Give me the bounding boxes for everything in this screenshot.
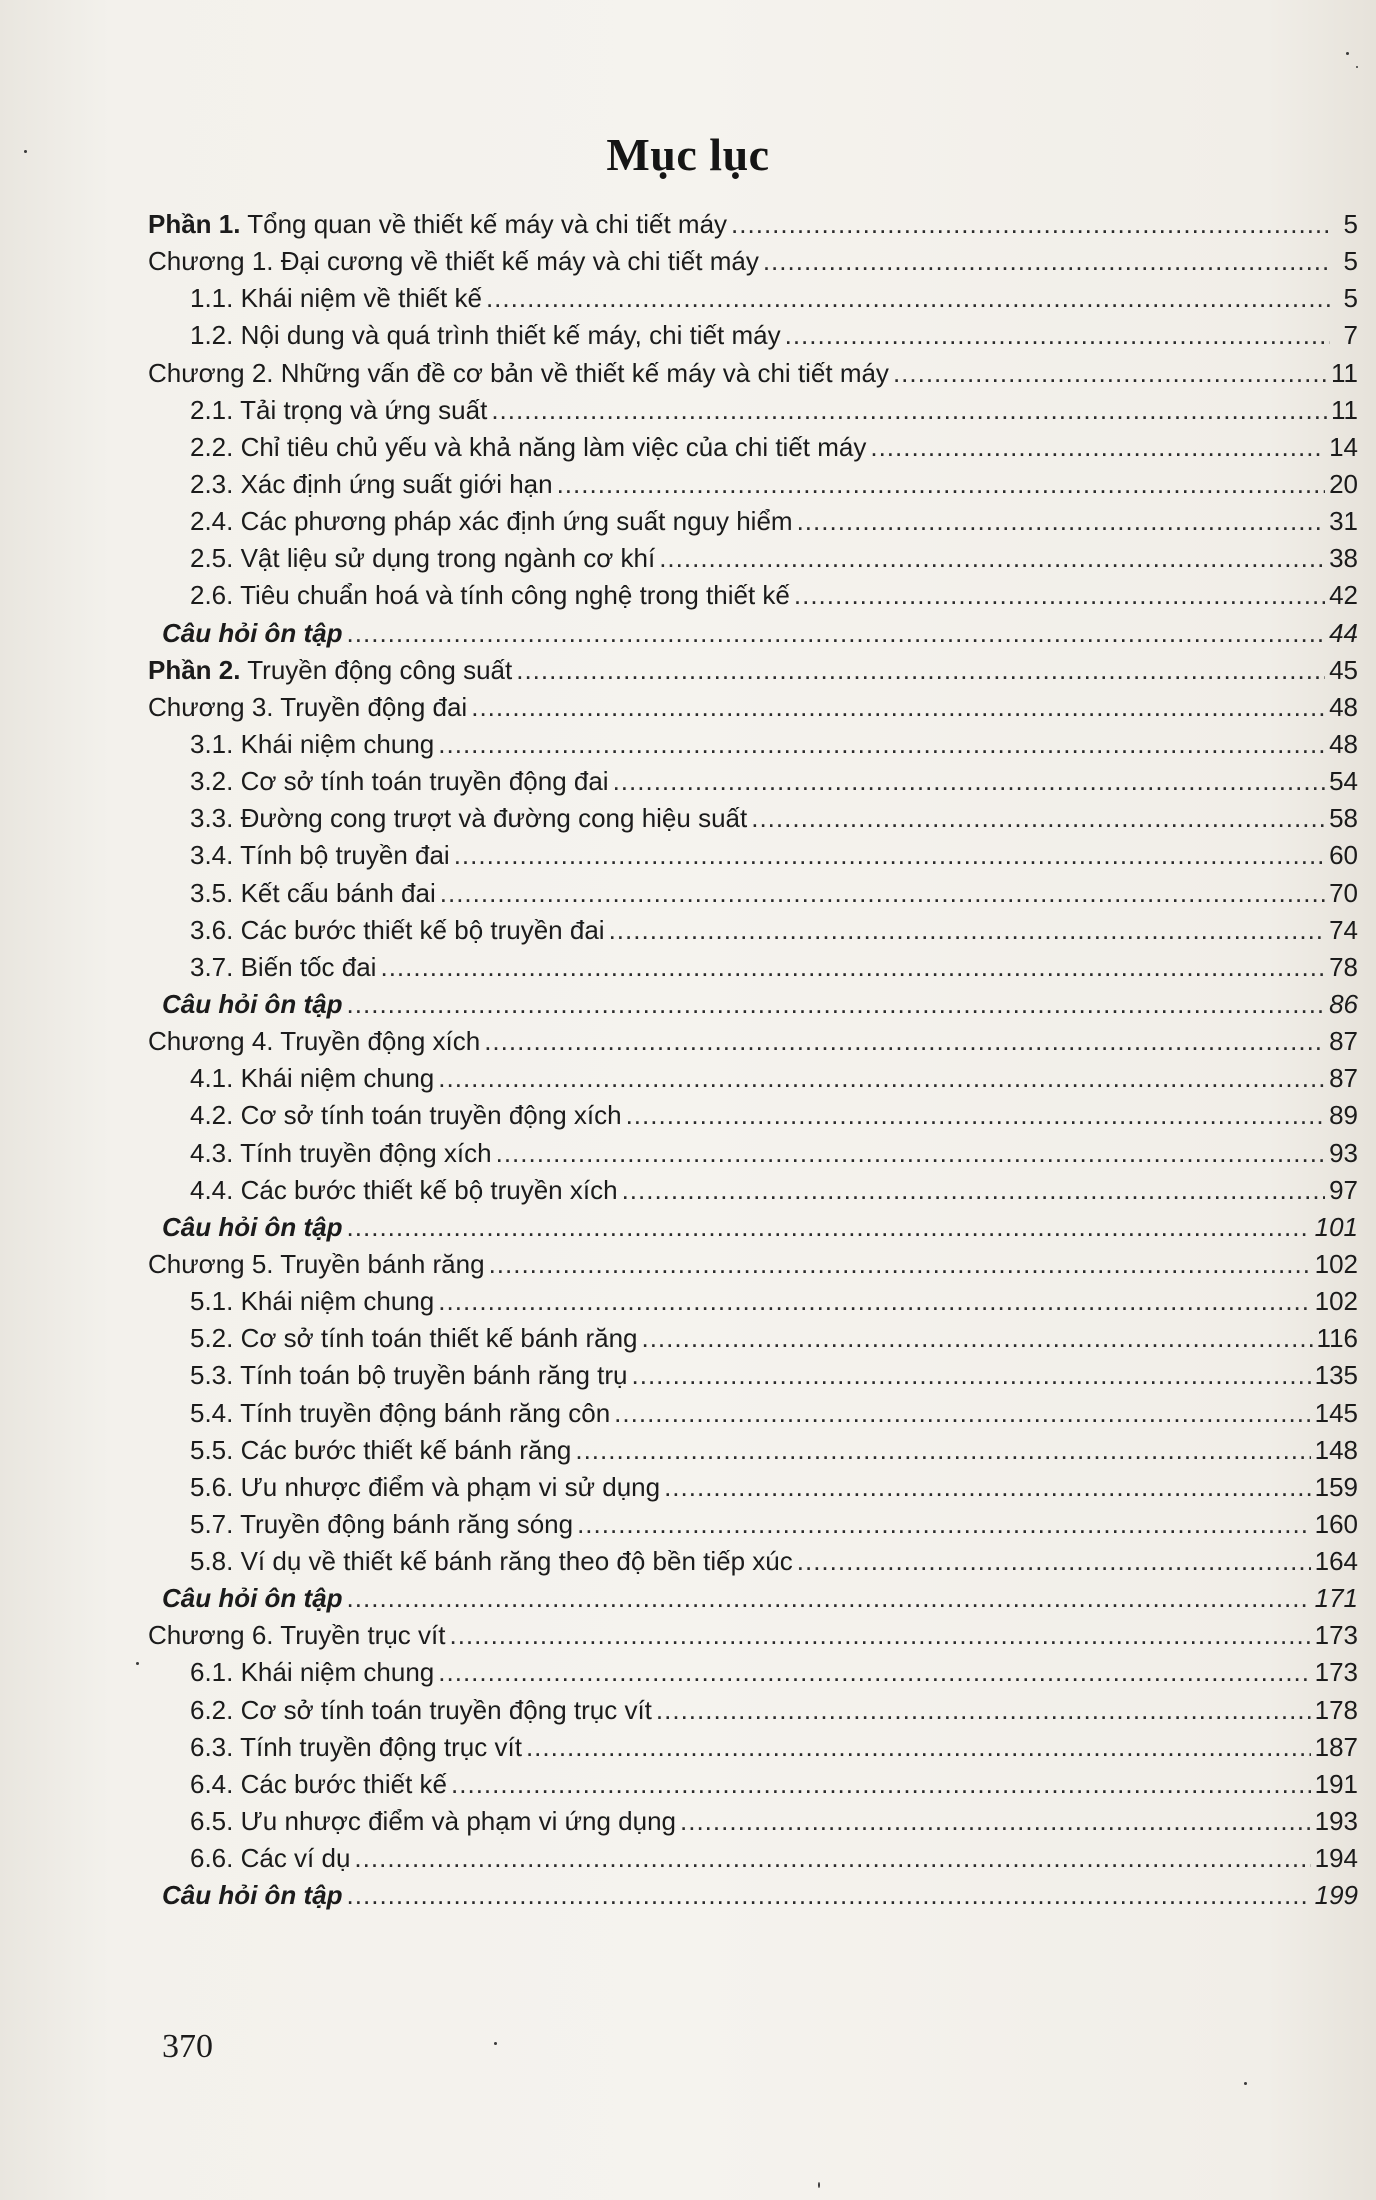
toc-entry-title: Chương 6. Truyền trục vít xyxy=(148,1620,446,1651)
toc-entry-title: 2.2. Chỉ tiêu chủ yếu và khả năng làm việc của chi tiết máy xyxy=(190,431,867,462)
toc-entry-title: 5.7. Truyền động bánh răng sóng xyxy=(190,1508,574,1539)
toc-entry-page: 48 xyxy=(1329,728,1358,759)
dot-leader xyxy=(347,986,1326,1023)
toc-entry-page: 102 xyxy=(1314,1286,1358,1317)
toc-entry xyxy=(148,837,1360,874)
dot-leader xyxy=(486,280,1330,317)
dot-leader xyxy=(575,1432,1310,1469)
toc-entry-title: 6.4. Các bước thiết kế xyxy=(190,1768,448,1799)
toc-entry xyxy=(148,503,1360,540)
dot-leader xyxy=(347,1209,1311,1246)
toc-entry-title: 5.5. Các bước thiết kế bánh răng xyxy=(190,1434,572,1465)
dot-leader xyxy=(484,1023,1325,1060)
toc-entry-title: Câu hỏi ôn tập xyxy=(162,1880,343,1911)
toc-entry xyxy=(148,1060,1360,1097)
toc-entry-title: Câu hỏi ôn tập xyxy=(162,988,343,1019)
toc-entry xyxy=(148,875,1360,912)
scan-speck xyxy=(1356,66,1358,68)
dot-leader xyxy=(626,1097,1326,1134)
toc-entry-page: 173 xyxy=(1314,1657,1358,1688)
toc-entry xyxy=(148,912,1360,949)
page-title: Mục lục xyxy=(606,129,770,180)
toc-entry-page: 5 xyxy=(1343,283,1358,314)
toc-entry-title: 4.3. Tính truyền động xích xyxy=(190,1137,492,1168)
toc-entry-page: 97 xyxy=(1329,1174,1358,1205)
toc-entry xyxy=(148,615,1360,652)
toc-entry-title: 2.5. Vật liệu sử dụng trong ngành cơ khí xyxy=(190,543,656,574)
dot-leader xyxy=(577,1506,1311,1543)
toc-entry xyxy=(148,949,1360,986)
toc-entry-page: 101 xyxy=(1314,1211,1358,1242)
toc-entry-title: 4.1. Khái niệm chung xyxy=(190,1063,435,1094)
dot-leader xyxy=(613,763,1326,800)
toc-entry-page: 193 xyxy=(1314,1806,1358,1837)
toc-entry-title xyxy=(148,652,512,689)
toc-entry-page: 38 xyxy=(1329,543,1358,574)
toc-entry-page: 60 xyxy=(1329,840,1358,871)
scan-speck xyxy=(494,2042,497,2045)
dot-leader xyxy=(797,503,1326,540)
toc-entry-page: 164 xyxy=(1314,1546,1358,1577)
toc-entry xyxy=(148,1320,1360,1357)
scan-speck xyxy=(1346,52,1349,55)
toc-entry-page: 102 xyxy=(1314,1248,1358,1279)
dot-leader xyxy=(641,1320,1312,1357)
toc-entry xyxy=(148,317,1360,354)
toc-entry-page: 5 xyxy=(1343,246,1358,277)
toc-entry-page: 48 xyxy=(1329,691,1358,722)
toc-entry xyxy=(148,1506,1360,1543)
toc-entry-title: 3.7. Biến tốc đai xyxy=(190,951,377,982)
dot-leader xyxy=(870,429,1325,466)
toc-entry-title: Chương 1. Đại cương về thiết kế máy và chi tiết máy xyxy=(148,246,759,277)
toc-entry-page: 58 xyxy=(1329,803,1358,834)
toc-entry-page: 171 xyxy=(1314,1583,1358,1614)
toc-entry xyxy=(148,429,1360,466)
dot-leader xyxy=(489,1246,1311,1283)
toc-entry-title: Câu hỏi ôn tập xyxy=(162,617,343,648)
dot-leader xyxy=(731,206,1330,243)
toc-entry-title: 1.2. Nội dung và quá trình thiết kế máy, chi tiết máy xyxy=(190,320,781,351)
toc-entry-title: 6.6. Các ví dụ xyxy=(190,1843,351,1874)
dot-leader xyxy=(496,1135,1325,1172)
toc-entry-title: 5.8. Ví dụ về thiết kế bánh răng theo độ bền tiếp xúc xyxy=(190,1546,793,1577)
toc-entry-title: 5.2. Cơ sở tính toán thiết kế bánh răng xyxy=(190,1323,638,1354)
toc-entry xyxy=(148,1023,1360,1060)
dot-leader xyxy=(438,1283,1310,1320)
dot-leader xyxy=(516,652,1325,689)
dot-leader xyxy=(557,466,1326,503)
toc-entry xyxy=(148,1803,1360,1840)
toc-entry xyxy=(148,540,1360,577)
toc-entry-title: 1.1. Khái niệm về thiết kế xyxy=(190,283,482,314)
dot-leader xyxy=(680,1803,1311,1840)
dot-leader xyxy=(794,577,1325,614)
toc-entry-title: Chương 3. Truyền động đai xyxy=(148,691,468,722)
toc-entry-title: 2.6. Tiêu chuẩn hoá và tính công nghệ trong thiết kế xyxy=(190,580,790,611)
toc-entry xyxy=(148,652,1360,689)
toc-entry xyxy=(148,1692,1360,1729)
toc-entry xyxy=(148,1135,1360,1172)
table-of-contents xyxy=(148,206,1360,1914)
toc-part-keyword: Phần 2. xyxy=(148,654,241,685)
toc-entry-page: 160 xyxy=(1314,1508,1358,1539)
toc-entry-title: 3.5. Kết cấu bánh đai xyxy=(190,877,436,908)
dot-leader xyxy=(632,1357,1311,1394)
dot-leader xyxy=(471,689,1325,726)
dot-leader xyxy=(622,1172,1326,1209)
toc-entry-title: 2.3. Xác định ứng suất giới hạn xyxy=(190,468,553,499)
toc-entry xyxy=(148,1172,1360,1209)
toc-entry-title: 2.4. Các phương pháp xác định ứng suất nguy hiểm xyxy=(190,506,793,537)
toc-entry-title: 4.2. Cơ sở tính toán truyền động xích xyxy=(190,1100,622,1131)
toc-entry-page: 54 xyxy=(1329,766,1358,797)
toc-entry-page: 78 xyxy=(1329,951,1358,982)
toc-entry xyxy=(148,355,1360,392)
toc-entry-title: 5.1. Khái niệm chung xyxy=(190,1286,435,1317)
toc-entry xyxy=(148,1246,1360,1283)
toc-entry xyxy=(148,1469,1360,1506)
toc-entry-title: 4.4. Các bước thiết kế bộ truyền xích xyxy=(190,1174,618,1205)
toc-entry xyxy=(148,726,1360,763)
toc-entry xyxy=(148,1766,1360,1803)
toc-entry-title: 6.1. Khái niệm chung xyxy=(190,1657,435,1688)
toc-entry xyxy=(148,1357,1360,1394)
dot-leader xyxy=(347,615,1326,652)
toc-entry-page: 194 xyxy=(1314,1843,1358,1874)
page-number: 370 xyxy=(162,2028,213,2065)
toc-entry xyxy=(148,1654,1360,1691)
dot-leader xyxy=(438,1060,1325,1097)
toc-entry-page: 45 xyxy=(1329,654,1358,685)
toc-entry-title: 6.2. Cơ sở tính toán truyền động trục vít xyxy=(190,1694,652,1725)
dot-leader xyxy=(451,1766,1311,1803)
toc-entry xyxy=(148,800,1360,837)
dot-leader xyxy=(449,1617,1310,1654)
toc-entry xyxy=(148,392,1360,429)
dot-leader xyxy=(438,1654,1310,1691)
dot-leader xyxy=(785,317,1330,354)
toc-entry-page: 5 xyxy=(1343,209,1358,239)
toc-entry-title: Chương 2. Những vấn đề cơ bản về thiết kế máy và chi tiết máy xyxy=(148,357,889,388)
toc-entry xyxy=(148,763,1360,800)
toc-entry-page: 145 xyxy=(1314,1397,1358,1428)
scan-speck xyxy=(818,2182,820,2188)
dot-leader xyxy=(454,837,1325,874)
dot-leader xyxy=(664,1469,1311,1506)
dot-leader xyxy=(797,1543,1311,1580)
toc-entry-page: 191 xyxy=(1314,1768,1358,1799)
toc-entry xyxy=(148,1432,1360,1469)
dot-leader xyxy=(614,1395,1310,1432)
toc-entry-title: 3.2. Cơ sở tính toán truyền động đai xyxy=(190,766,609,797)
toc-entry xyxy=(148,577,1360,614)
toc-entry-page: 11 xyxy=(1331,394,1358,425)
toc-entry xyxy=(148,1729,1360,1766)
toc-entry-title: 6.5. Ưu nhược điểm và phạm vi ứng dụng xyxy=(190,1806,676,1837)
toc-entry-title: 2.1. Tải trọng và ứng suất xyxy=(190,394,488,425)
toc-entry-page: 93 xyxy=(1329,1137,1358,1168)
toc-entry-page: 7 xyxy=(1343,320,1358,351)
toc-entry xyxy=(148,280,1360,317)
dot-leader xyxy=(893,355,1327,392)
dot-leader xyxy=(526,1729,1311,1766)
toc-entry-page: 187 xyxy=(1314,1731,1358,1762)
toc-entry xyxy=(148,1209,1360,1246)
toc-entry-page: 199 xyxy=(1314,1880,1358,1911)
toc-entry-page: 135 xyxy=(1314,1360,1358,1391)
toc-entry xyxy=(148,689,1360,726)
scan-speck xyxy=(24,150,27,153)
toc-entry-page: 86 xyxy=(1329,988,1358,1019)
toc-entry-page: 11 xyxy=(1331,357,1358,388)
dot-leader xyxy=(609,912,1326,949)
dot-leader xyxy=(440,875,1325,912)
dot-leader xyxy=(354,1840,1310,1877)
toc-entry-title: 5.3. Tính toán bộ truyền bánh răng trụ xyxy=(190,1360,628,1391)
toc-entry-page: 42 xyxy=(1329,580,1358,611)
toc-entry-page: 74 xyxy=(1329,914,1358,945)
dot-leader xyxy=(763,243,1330,280)
toc-entry-page: 116 xyxy=(1316,1323,1358,1354)
toc-entry xyxy=(148,1877,1360,1914)
toc-entry xyxy=(148,1580,1360,1617)
dot-leader xyxy=(380,949,1325,986)
toc-entry-title xyxy=(148,206,727,243)
toc-entry-title: 3.1. Khái niệm chung xyxy=(190,728,435,759)
toc-entry-page: 178 xyxy=(1314,1694,1358,1725)
dot-leader xyxy=(491,392,1327,429)
dot-leader xyxy=(347,1580,1311,1617)
toc-entry-page: 14 xyxy=(1329,431,1358,462)
toc-part-text: Truyền động công suất xyxy=(240,654,513,685)
toc-part-keyword: Phần 1. xyxy=(148,209,241,239)
toc-entry xyxy=(148,1840,1360,1877)
toc-entry xyxy=(148,1543,1360,1580)
toc-entry xyxy=(148,466,1360,503)
toc-entry xyxy=(148,986,1360,1023)
toc-entry-page: 87 xyxy=(1329,1063,1358,1094)
toc-part-text: Tổng quan về thiết kế máy và chi tiết máy xyxy=(240,209,728,239)
toc-entry xyxy=(148,1283,1360,1320)
toc-entry xyxy=(148,206,1360,243)
toc-entry-page: 70 xyxy=(1329,877,1358,908)
toc-entry-title: 3.6. Các bước thiết kế bộ truyền đai xyxy=(190,914,605,945)
dot-leader xyxy=(751,800,1325,837)
toc-entry-title: Câu hỏi ôn tập xyxy=(162,1211,343,1242)
toc-entry-page: 44 xyxy=(1329,617,1358,648)
toc-entry-title: Chương 4. Truyền động xích xyxy=(148,1026,481,1057)
toc-entry-page: 173 xyxy=(1314,1620,1358,1651)
toc-entry-title: Chương 5. Truyền bánh răng xyxy=(148,1248,485,1279)
toc-entry-page: 89 xyxy=(1329,1100,1358,1131)
toc-entry-page: 31 xyxy=(1329,506,1358,537)
toc-entry-title: 5.6. Ưu nhược điểm và phạm vi sử dụng xyxy=(190,1471,661,1502)
toc-entry-title: Câu hỏi ôn tập xyxy=(162,1583,343,1614)
toc-entry-title: 3.3. Đường cong trượt và đường cong hiệu suất xyxy=(190,803,748,834)
dot-leader xyxy=(659,540,1325,577)
scan-speck xyxy=(1244,2082,1247,2085)
toc-entry-title: 3.4. Tính bộ truyền đai xyxy=(190,840,450,871)
scan-speck xyxy=(136,1662,139,1665)
toc-entry-page: 87 xyxy=(1329,1026,1358,1057)
dot-leader xyxy=(347,1877,1311,1914)
toc-entry-title: 5.4. Tính truyền động bánh răng côn xyxy=(190,1397,611,1428)
toc-entry-page: 159 xyxy=(1314,1471,1358,1502)
toc-entry xyxy=(148,1395,1360,1432)
toc-entry xyxy=(148,1617,1360,1654)
toc-entry xyxy=(148,1097,1360,1134)
toc-entry xyxy=(148,243,1360,280)
toc-entry-title: 6.3. Tính truyền động trục vít xyxy=(190,1731,522,1762)
toc-entry-page: 148 xyxy=(1314,1434,1358,1465)
toc-entry-page: 20 xyxy=(1329,468,1358,499)
dot-leader xyxy=(438,726,1325,763)
dot-leader xyxy=(656,1692,1311,1729)
